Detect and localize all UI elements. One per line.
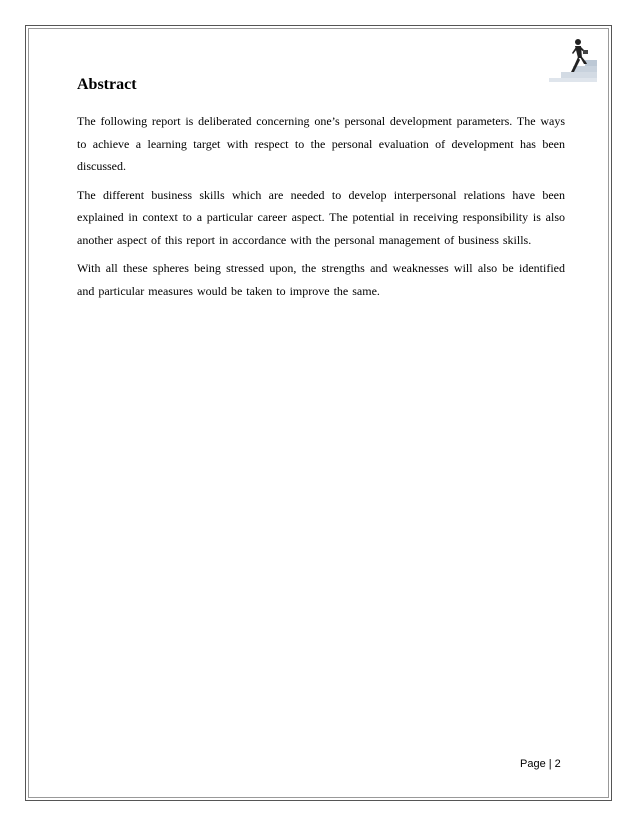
paragraph-1: The following report is deliberated concerning one’s personal development parameters. The ways to achieve a learning target with respect to the personal evaluation of development has been discussed.	[77, 114, 565, 173]
page-number: Page | 2	[520, 758, 561, 770]
document-body	[77, 74, 565, 308]
paragraph-2: The different business skills which are needed to develop interpersonal relations have been explained in context to a particular career aspect. The potential in receiving responsibility is also another aspect of this report in accordance with the personal management of business skills.	[77, 187, 565, 247]
paragraph-3: With all these spheres being stressed upon, the strengths and weaknesses will also be identified and particular measures would be taken to improve the same.	[77, 261, 565, 298]
section-heading: Abstract	[77, 76, 137, 93]
